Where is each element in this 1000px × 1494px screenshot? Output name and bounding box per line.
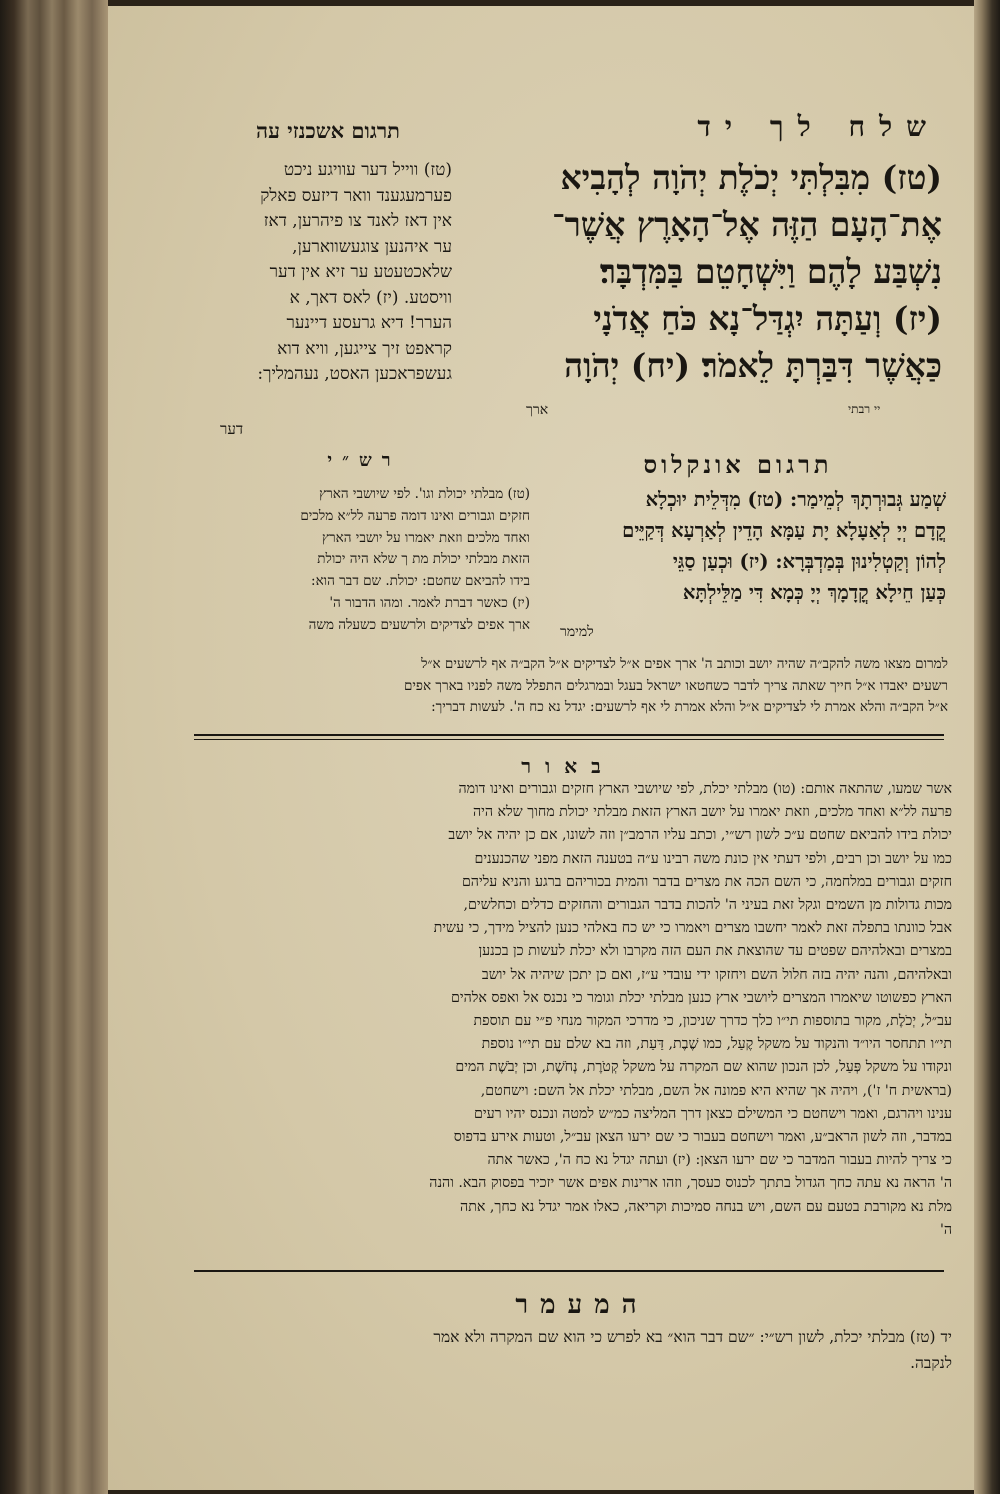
- onkelos-title: תרגום אונקלוס: [643, 450, 833, 479]
- ashkenazi-line: אין דאז לאנד צו פיהרען, דאז: [263, 211, 452, 231]
- verse-line: (טז) מִבִּלְתִּי יְכֹלֶת יְהֹוָה לְהָבִיא: [560, 158, 942, 197]
- verse-line: אֶת־הָעָם הַזֶּה אֶל־הָאָרֶץ אֲשֶׁר־: [551, 205, 942, 244]
- section-divider: [194, 734, 944, 736]
- ashkenazi-line: שלאכטעטע ער זיא אין דער: [269, 262, 452, 282]
- rashi-wide-text: [194, 654, 948, 719]
- biur-line: כמו על יושב וכן רבים, ולפי דעתי אין כונת משה רבינו ע״ה בטענה הזאת מפני שהכנענים: [474, 850, 952, 867]
- ashkenazi-line: וויסטע. (יז) לאס דאך, א: [289, 287, 452, 308]
- running-head: שלח לך יד: [697, 110, 940, 143]
- hameasef-line: יד (טז) מבלתי יכלת, לשון רש״י: ״שם דבר הוא״ בא לפרש כי הוא שם המקרה ולא אמר: [433, 1328, 952, 1346]
- ashkenazi-title: תרגום אשכנזי עה: [256, 118, 400, 143]
- rashi-line: הזאת מבלתי יכולת מת ך שלא היה יכולת: [317, 551, 530, 568]
- ashkenazi-line: קראפט זיך צייגען, וויא דוא: [277, 338, 452, 359]
- rashi-line: (יז) כאשר דברת לאמר. ומהו הדבור ה': [329, 594, 530, 611]
- rashi-title: רש״י: [327, 450, 401, 471]
- biur-line: פרעה לל״א ואחד מלכים, וזאת יאמרו על יושב הארץ הזאת מבלתי יכולת מחוך שלא היה: [472, 804, 952, 821]
- biur-text: [188, 778, 952, 1242]
- biur-line: (בראשית ח' ז'), ויהיה אך שהיא היא פמונה אל השם, מבלתי יכלת אל השם: וישחטם,: [480, 1082, 952, 1099]
- onkelos-line: כְּעַן חֵילָא קֳדָמָךְ יְיָ כְּמָא דִּי מַלֵּילְתָּא: [682, 581, 946, 604]
- catchword-onkelos: למימר: [560, 624, 594, 640]
- catchword-main: ארך: [526, 402, 549, 418]
- biur-line: עב״ל, יְכֹלֶת, מקור בתוספות תי״ו כלך כדרך שניכון, כי מדרכי המקור מנחי פ״י עם תוספת: [473, 1013, 952, 1030]
- biur-line: במדבר, וזה לשון הראב״ע, ואמר וישחטם בעבור כי שם ירעו הצאן עב״ל, וטעות אירע בדפוס: [453, 1129, 952, 1146]
- book-edge-right: [974, 0, 1000, 1494]
- biur-line: יכולת בידו להביאם שחטם ע״כ לשון רש״י, וכתב עליו הרמב״ן וזה לשונו, אם כן יהיה אל יושב: [448, 827, 952, 844]
- hameasef-line: לנקבה.: [910, 1354, 952, 1372]
- biur-line: ה' הראה נא עתה כחך הגדול בתתך לכנוס כעסך, וזהו ארינות אפים אשר יזכיר בפסוק הבא. והנה: [429, 1175, 952, 1192]
- masorah-note: יי רבתי: [848, 402, 881, 416]
- rashi-line: בידו להביאם שחטם: יכולת. שם דבר הוא:: [311, 573, 530, 590]
- rashi-line: חזקים וגבורים ואינו דומה פרעה לל״א מלכים: [300, 507, 530, 524]
- main-verse-text: [486, 154, 942, 389]
- ashkenazi-line: געשפראכען האסט, נעהמליך:: [257, 364, 452, 384]
- onkelos-line: קֳדָם יְיָ לְאַעָלָא יָת עַמָּא הָדֵין לְאַרְעָא דְּקַיֵּים: [622, 519, 946, 542]
- biur-line: אבל כוונתו בתפלה זאת לאמר יחשבו מצרים ויאמרו כי יש כח באלהי כנען להציל מידך, כי עשית: [433, 920, 952, 937]
- ashkenazi-line: (טז) ווייל דער עוויגע ניכט: [283, 160, 452, 180]
- biur-line: חזקים וגבורים במלחמה, כי השם הכה את מצרים בדבר והמית בכוריהם ברגע והניא עליהם: [461, 873, 952, 890]
- biur-line: מלת נא מקורבת בטעם עם השם, ויש בנחה סמיכות וקריאה, כאלו אמר יגדל נא כחך, אתה: [460, 1198, 952, 1215]
- biur-line: אשר שמעו, שהתאה אותם: (טו) מבלתי יכלת, לפי שיושבי הארץ חזקים וגבורים ואינו דומה: [458, 781, 952, 797]
- rashi-line: ואחד מלכים וזאת יאמרו על יושבי הארץ: [321, 529, 530, 546]
- biur-line: הארץ כפשוטו שיאמרו המצרים ליושבי ארץ כנען מבלתי יכלת וגומר כי נכנס אל ואפס אלהים: [451, 989, 952, 1006]
- biur-line: ענינו ויהרגם, ואמר וישחטם כי המשילם כצאן דרך המליצה כמ״ש למטה ונכנס יהיו רעים: [474, 1105, 952, 1122]
- onkelos-text: [540, 484, 946, 608]
- rashi-line: למרום מצאו משה להקב״ה שהיה יושב וכותב ה' ארך אפים א״ל לצדיקים א״ל הקב״ה אף לרשעים א״ל: [421, 656, 948, 672]
- ashkenazi-line: הערר! דיא גרעסע דיינער: [286, 313, 452, 333]
- ashkenazi-text: [204, 158, 452, 388]
- book-edge-left: [0, 0, 108, 1494]
- biur-line: מכות גדולות מן השמים וגקל זאת בעיני ה' להכות בדבר הגבורים והחזקים כדלים וכחלשים,: [463, 897, 952, 914]
- ashkenazi-line: פערמעגענד וואר דיזעס פאלק: [260, 185, 452, 206]
- biur-line: ונקודו על משקל פְּעַל, לכן הנכון שהוא שם המקרה על משקל קְטֹרֶת, נְחֹשֶׁת, וכן יְבֹשֶׁת המים: [455, 1059, 952, 1076]
- catchword-ashkenazi: דער: [220, 420, 244, 438]
- biur-line: כי צריך להיות בעבור המדבר כי שם ירעו הצאן: (יז) ועתה יגדל נא כח ה', כאשר אתה: [487, 1152, 952, 1169]
- verse-line: כַּאֲשֶׁר דִּבַּרְתָּ לֵאמֹר׃ (יח) יְהֹוָה: [564, 346, 942, 385]
- biur-line: ובאלהיהם, והנה יהיה בזה חלול השם ויחזקו ידי עובדי ע״ז, ואם כן יתכן שיהיה אל יושב: [481, 966, 952, 983]
- rashi-line: א״ל הקב״ה והלא אמרת לי לצדיקים א״ל והלא אמרת לי אף לרשעים: יגדל נא כח ה'. לעשות דבריך:: [431, 699, 948, 715]
- verse-line: נִשְׁבַּע לָהֶם וַיִּשְׁחָטֵם בַּמִּדְבָּר׃: [599, 252, 942, 291]
- rashi-line: (טז) מבלתי יכולת וגו'. לפי שיושבי הארץ: [319, 486, 530, 502]
- hameasef-text: [200, 1324, 952, 1376]
- rashi-line: ארך אפים לצדיקים ולרשעים כשעלה משה: [308, 616, 530, 633]
- onkelos-line: לְהוֹן וְקַטְלִינוּן בְּמַדְבְּרָא: (יז) וּכְעַן סַגֵּי: [672, 550, 946, 573]
- biur-line: תי״ו תתחסר היו״ד והנקוד על משקל קֶעַל, כמו שֶׁבֶת, דַּעַת, וזה בא שלם עם תי״ו נוספת: [481, 1036, 952, 1053]
- onkelos-line: שְׁמַע גְּבוּרְתָךְ לְמֵימַר: (טז) מִדְּלֵית יוּכְלָא: [645, 488, 946, 511]
- biur-line: ה': [939, 1221, 952, 1238]
- rashi-line: רשעים יאבדו א״ל חייך שאתה צריך לדבר כשחטאו ישראל בעגל ובמרגלים התפלל משה לפניו בארך אפים: [403, 677, 948, 694]
- biur-line: במצרים ובאלהיהם שפטים עד שהוצאת את העם הזה מקרבו ולא יכלת לעשות כן בכנען: [478, 943, 952, 960]
- rashi-text: [202, 484, 530, 637]
- biur-title: באור: [521, 754, 615, 778]
- section-divider: [194, 1270, 944, 1272]
- ashkenazi-line: ער איהנען צוגעשווארען,: [292, 236, 452, 257]
- verse-line: (יז) וְעַתָּה יִגְדַּל־נָא כֹּחַ אֲדֹנָי: [593, 299, 942, 338]
- hameasef-title: המעמר: [515, 1290, 649, 1320]
- book-page: [108, 6, 974, 1490]
- section-divider: [194, 739, 944, 740]
